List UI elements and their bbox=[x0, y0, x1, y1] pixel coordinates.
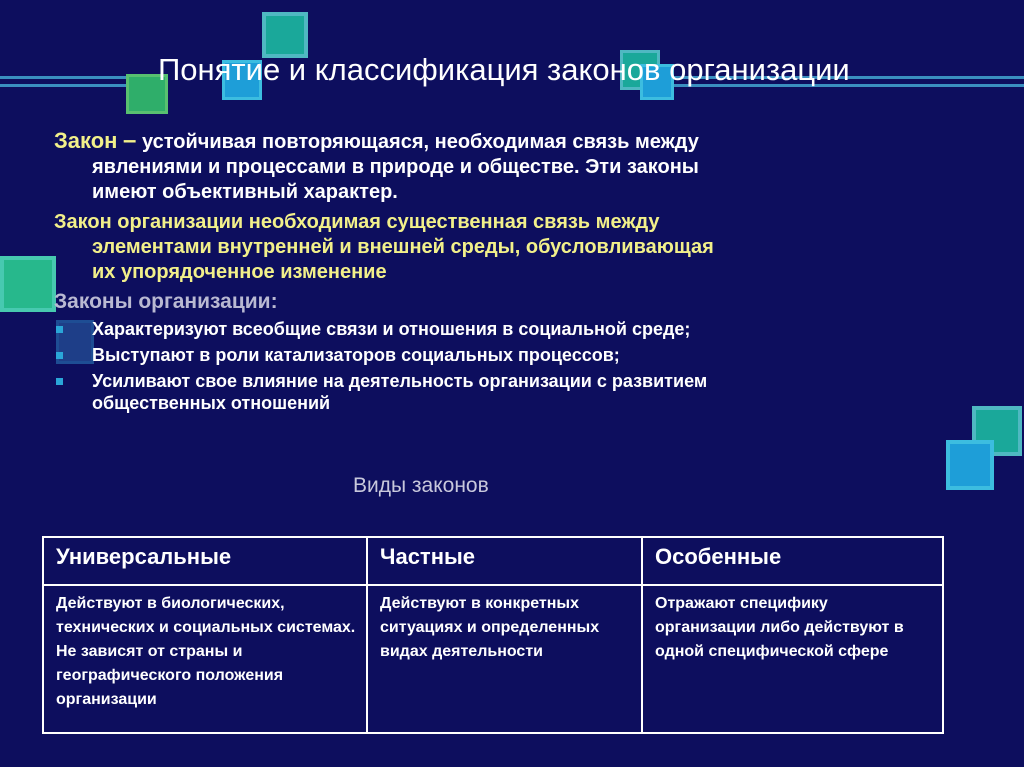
law-dash: – bbox=[123, 127, 137, 154]
law-types-table bbox=[42, 536, 944, 734]
table-cell-universal: Действуют в биологических, технических и социальных системах. Не зависят от страны и географического положения организации bbox=[43, 585, 367, 733]
list-item bbox=[54, 344, 954, 366]
law-definition bbox=[54, 128, 954, 205]
table-cell-special: Отражают специфику организации либо действуют в одной специфической сфере bbox=[642, 585, 943, 733]
law-term: Закон bbox=[54, 128, 118, 153]
square-bullet-icon bbox=[56, 326, 63, 333]
bullet-text: Усиливают свое влияние на деятельность организации с развитием bbox=[92, 371, 708, 391]
org-law-line: элементами внутренней и внешней среды, обусловливающая bbox=[92, 236, 714, 258]
table-header-universal: Универсальные bbox=[43, 537, 367, 585]
bullet-text: Выступают в роли катализаторов социальных процессов; bbox=[92, 345, 620, 365]
laws-heading: Законы организации: bbox=[54, 290, 278, 313]
table-header-row bbox=[43, 537, 943, 585]
square-bullet-icon bbox=[56, 352, 63, 359]
table-row bbox=[43, 585, 943, 733]
table-header-special: Особенные bbox=[642, 537, 943, 585]
bullet-text: Характеризуют всеобщие связи и отношения в социальной среде; bbox=[92, 319, 691, 339]
page-title: Понятие и классификация законов организации bbox=[158, 52, 850, 87]
table-header-particular: Частные bbox=[367, 537, 642, 585]
list-item bbox=[54, 318, 954, 340]
square-bullet-icon bbox=[56, 378, 63, 385]
decor-square bbox=[0, 256, 56, 312]
table-cell-particular: Действуют в конкретных ситуациях и определенных видах деятельности bbox=[367, 585, 642, 733]
law-text-line: явлениями и процессами в природе и обществе. Эти законы bbox=[92, 156, 699, 178]
bullet-text: общественных отношений bbox=[92, 393, 331, 413]
decor-square bbox=[946, 440, 994, 490]
org-law-line: их упорядоченное изменение bbox=[92, 261, 387, 283]
list-item bbox=[54, 370, 954, 414]
types-caption: Виды законов bbox=[353, 474, 489, 497]
law-text-line: устойчивая повторяющаяся, необходимая связь между bbox=[141, 131, 699, 153]
org-law-line: Закон организации необходимая существенная связь между bbox=[54, 211, 660, 233]
law-text-line: имеют объективный характер. bbox=[92, 181, 398, 203]
org-law-definition bbox=[54, 210, 954, 285]
laws-bullet-list bbox=[54, 318, 954, 418]
